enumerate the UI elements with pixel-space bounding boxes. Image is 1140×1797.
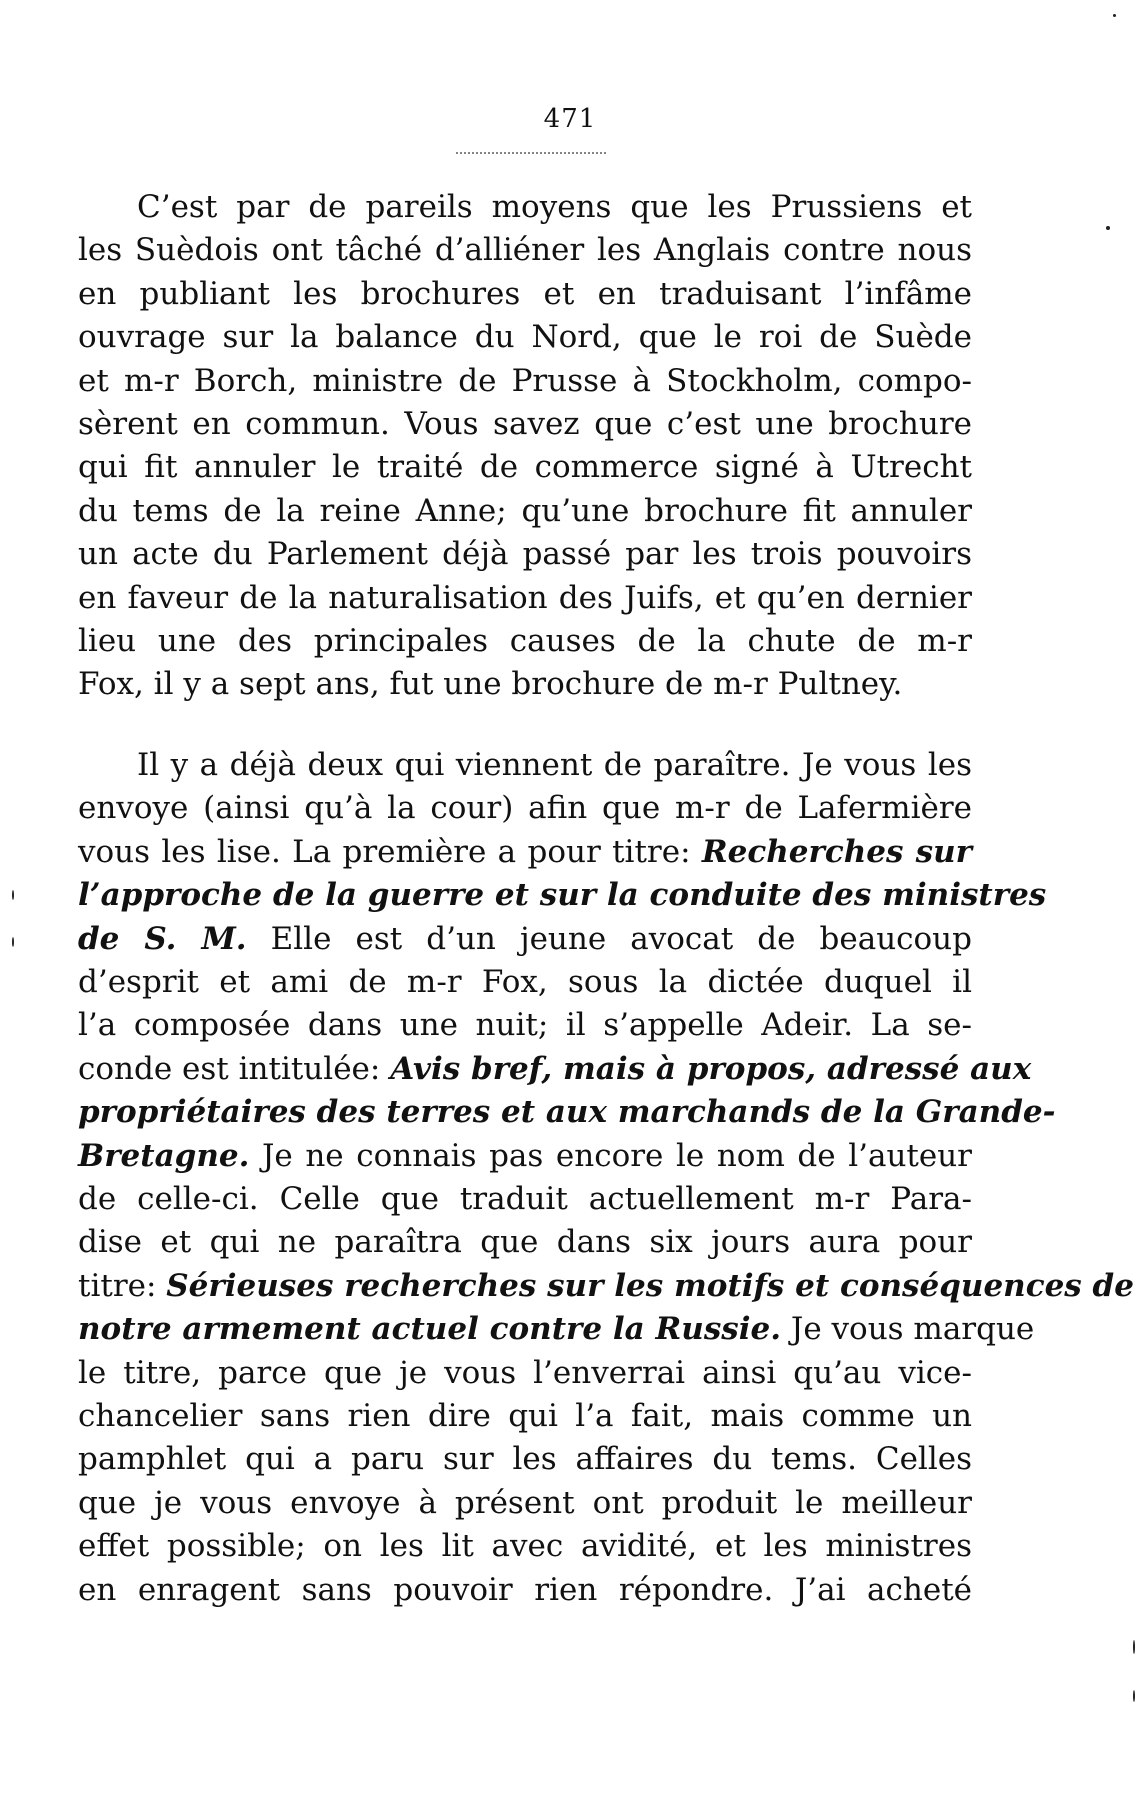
text-line [78,402,972,446]
text-span: C’est par de pareils moyens que les Prussiens et [137,189,972,225]
page-number-ornament [456,152,606,154]
text-line [78,1351,972,1395]
text-span: Je ne connais pas encore le nom de l’auteur [249,1137,972,1174]
text-line [78,1481,972,1525]
text-span: en faveur de la naturalisation des Juifs, et qu’en dernier [78,579,972,616]
italic-title-text: Recherches sur [701,833,972,870]
italic-title-text: Avis bref, mais à propos, adressé aux [390,1050,1032,1087]
text-span: titre: [78,1267,167,1304]
text-line [78,786,972,830]
text-line [137,743,972,787]
page-number: 471 [543,104,597,134]
text-line [78,1394,972,1438]
italic-title-text: Sérieuses recherches sur les motifs et conséquences de [166,1267,1134,1304]
text-line [78,830,972,874]
text-span: Il y a déjà deux qui viennent de paraître. Je vous les [137,747,972,783]
text-line [78,917,972,961]
print-speck [1113,14,1116,17]
text-line [78,1047,1032,1091]
text-span: vous les lise. La première a pour titre: [78,833,702,870]
print-speck [12,937,14,947]
text-line [78,960,972,1004]
italic-title-text: Bretagne. [78,1137,250,1174]
text-line [78,576,972,620]
text-line [78,228,972,272]
italic-title-text: propriétaires des terres et aux marchands de la Grande- [78,1094,1056,1131]
text-span: conde est intitulée: [78,1050,391,1087]
italic-title-text: de S. M. [78,920,247,957]
text-line [137,185,972,229]
text-span: Je vous marque [781,1311,1035,1348]
text-span: d’esprit et ami de m-r Fox, sous la dictée duquel il [78,964,972,1000]
text-line [78,1524,972,1568]
text-line [78,445,972,489]
text-span: envoye (ainsi qu’à la cour) afin que m-r de Lafermière [78,790,972,827]
text-span: Fox, il y a sept ans, fut une brochure de m-r Pultney. [78,666,903,703]
text-span: qui fit annuler le traité de commerce signé à Utrecht [78,449,972,486]
text-line [78,489,972,533]
text-span: les Suèdois ont tâché d’alliéner les Anglais contre nous [78,232,972,269]
text-line [78,1568,972,1612]
text-line [78,1220,972,1264]
print-speck [1133,1640,1135,1654]
text-span: chancelier sans rien dire qui l’a fait, mais comme un [78,1398,972,1434]
text-line [78,1134,972,1178]
text-line [78,359,972,403]
text-span: en publiant les brochures et en traduisant l’infâme [78,275,972,312]
print-speck [1133,1690,1135,1702]
text-line [78,619,972,663]
text-span: un acte du Parlement déjà passé par les trois pouvoirs [78,536,972,573]
italic-title-text: l’approche de la guerre et sur la conduite des ministres [78,877,1047,914]
text-line [78,1307,1035,1351]
text-line [78,1264,1134,1308]
text-line [78,1090,1056,1134]
text-line [78,1437,972,1481]
text-span: Elle est d’un jeune avocat de beaucoup [246,920,972,957]
text-span: de celle-ci. Celle que traduit actuellement m-r Para- [78,1181,972,1217]
text-span: l’a composée dans une nuit; il s’appelle Adeir. La se- [78,1007,972,1044]
text-span: en enragent sans pouvoir rien répondre. J’ai acheté [78,1571,972,1608]
text-line [78,1177,972,1221]
text-span: du tems de la reine Anne; qu’une brochure fit annuler [78,492,972,529]
text-line [78,873,1047,917]
text-span: dise et qui ne paraîtra que dans six jours aura pour [78,1224,972,1261]
print-speck [12,890,14,900]
text-line [78,315,972,359]
text-line [78,1003,972,1047]
text-span: le titre, parce que je vous l’enverrai ainsi qu’au vice- [78,1354,972,1391]
text-span: et m-r Borch, ministre de Prusse à Stockholm, compo- [78,362,972,399]
print-speck [1106,226,1110,230]
text-line [78,272,972,316]
text-span: pamphlet qui a paru sur les affaires du tems. Celles [78,1441,972,1478]
text-line [78,532,972,576]
text-line [78,662,972,706]
text-span: ouvrage sur la balance du Nord, que le roi de Suède [78,319,972,356]
text-span: sèrent en commun. Vous savez que c’est une brochure [78,406,972,442]
text-span: lieu une des principales causes de la chute de m-r [78,623,972,659]
text-span: effet possible; on les lit avec avidité, et les ministres [78,1528,972,1565]
text-span: que je vous envoye à présent ont produit le meilleur [78,1484,972,1521]
italic-title-text: notre armement actuel contre la Russie. [78,1311,782,1348]
